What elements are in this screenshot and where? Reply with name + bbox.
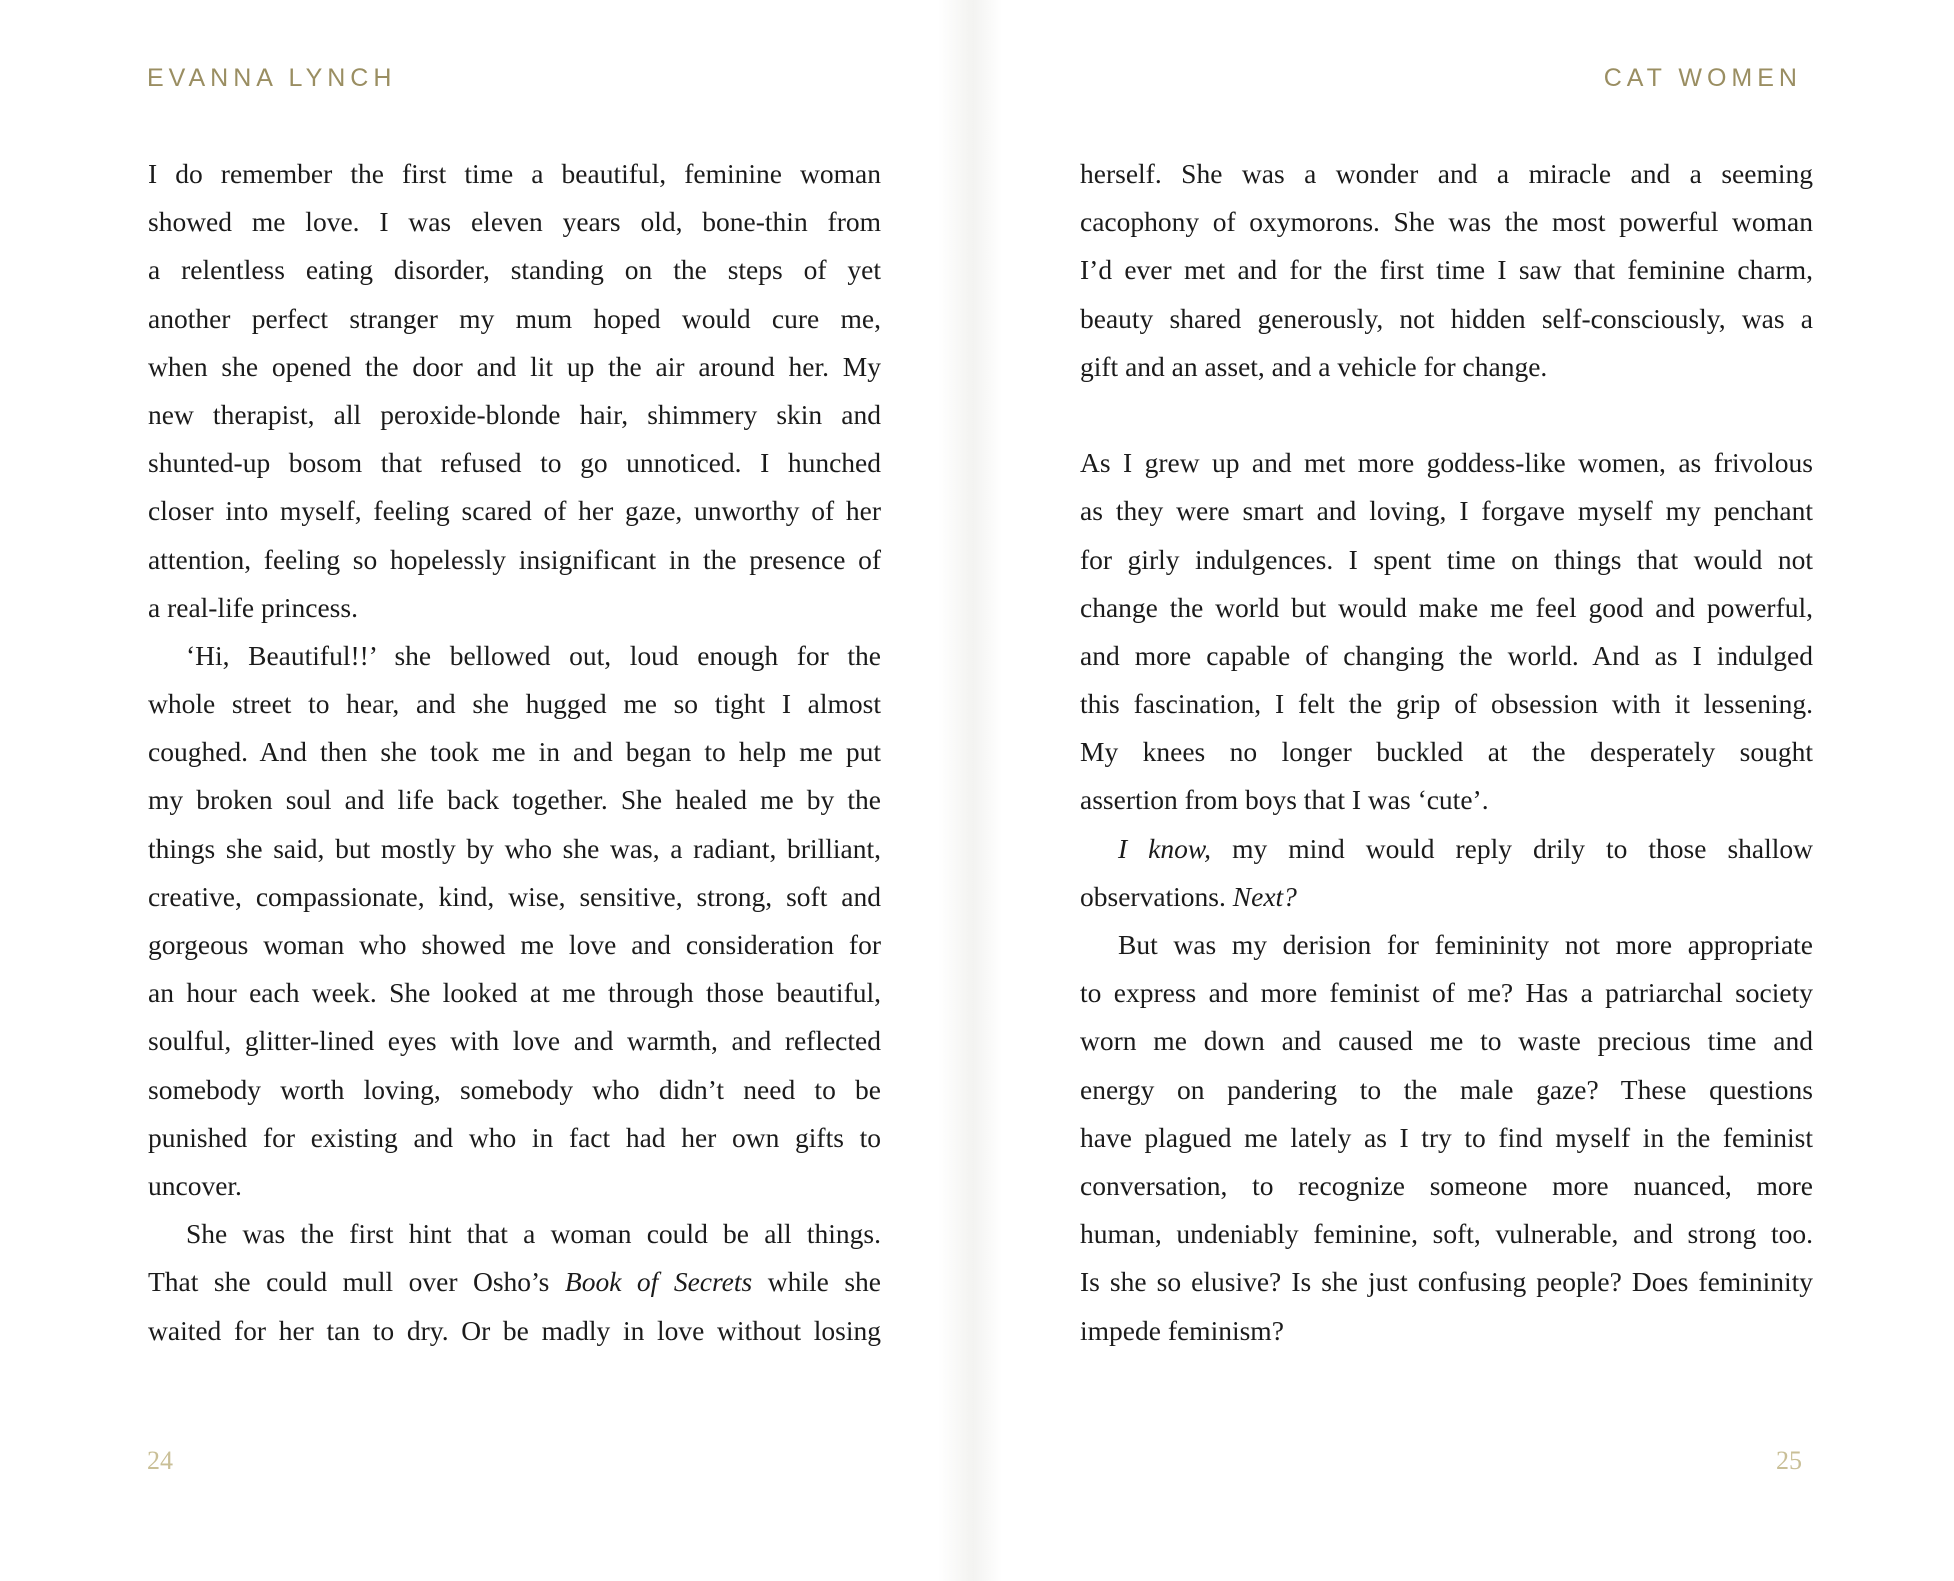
running-head-author: EVANNA LYNCH — [147, 64, 397, 92]
text-line: shunted-up bosom that refused to go unnoticed. I hunched — [148, 447, 881, 479]
text-line: an hour each week. She looked at me through those beautiful, — [148, 977, 881, 1009]
text-line: showed me love. I was eleven years old, bone-thin from — [148, 206, 881, 238]
text-line: conversation, to recognize someone more nuanced, more — [1080, 1169, 1813, 1201]
text-line: beauty shared generously, not hidden self-consciously, was a — [1080, 302, 1813, 334]
text-line: have plagued me lately as I try to find myself in the feminist — [1080, 1121, 1813, 1153]
text-line: soulful, glitter-lined eyes with love and warmth, and reflected — [148, 1025, 881, 1057]
text-line: another perfect stranger my mum hoped would cure me, — [148, 302, 881, 334]
italic-phrase: Next? — [1232, 880, 1297, 912]
section-break — [1080, 391, 1813, 439]
text-line: change the world but would make me feel good and powerful, — [1080, 591, 1813, 623]
text-line: worn me down and caused me to waste precious time and — [1080, 1025, 1813, 1057]
text-line: gift and an asset, and a vehicle for change. — [1080, 350, 1548, 382]
text-line — [1080, 825, 1813, 873]
text-line: new therapist, all peroxide-blonde hair, shimmery skin and — [148, 398, 881, 430]
text-line: But was my derision for femininity not more appropriate — [1118, 929, 1813, 960]
text-line: assertion from boys that I was ‘cute’. — [1080, 784, 1489, 816]
text-line: for girly indulgences. I spent time on things that would not — [1080, 543, 1813, 575]
text-line: a relentless eating disorder, standing on the steps of yet — [148, 254, 881, 286]
text-line — [148, 1258, 881, 1306]
italic-phrase: I know, — [1118, 832, 1212, 864]
text-line: waited for her tan to dry. Or be madly in love without losing — [148, 1314, 881, 1346]
text-line: closer into myself, feeling scared of her gaze, unworthy of her — [148, 495, 881, 527]
left-page-text — [148, 150, 881, 1355]
text-line: As I grew up and met more goddess-like women, as frivolous — [1080, 447, 1813, 479]
text-line: whole street to hear, and she hugged me so tight I almost — [148, 688, 881, 720]
text-line: to express and more feminist of me? Has a patriarchal society — [1080, 977, 1813, 1009]
right-page-text — [1080, 150, 1813, 1355]
text-line: uncover. — [148, 1169, 242, 1201]
text-line: when she opened the door and lit up the air around her. My — [148, 350, 881, 382]
text-line: Is she so elusive? Is she just confusing people? Does femininity — [1080, 1266, 1813, 1298]
page-number: 24 — [147, 1446, 173, 1475]
text-line: as they were smart and loving, I forgave myself my penchant — [1080, 495, 1813, 527]
text-line: impede feminism? — [1080, 1314, 1284, 1346]
text-line: She was the first hint that a woman could be all things. — [186, 1218, 881, 1250]
right-page — [977, 0, 1954, 1581]
text-line: my broken soul and life back together. She healed me by the — [148, 784, 881, 816]
text-line: attention, feeling so hopelessly insignificant in the presence of — [148, 543, 881, 575]
text-line: and more capable of changing the world. And as I indulged — [1080, 639, 1813, 671]
book-title-italic: Book of Secrets — [564, 1266, 753, 1298]
text-line: human, undeniably feminine, soft, vulnerable, and strong too. — [1080, 1218, 1813, 1250]
text-line: herself. She was a wonder and a miracle and a seeming — [1080, 158, 1813, 189]
text-line: I do remember the first time a beautiful, feminine woman — [148, 158, 881, 189]
text-line: My knees no longer buckled at the desperately sought — [1080, 736, 1813, 768]
text-run: observations. — [1080, 880, 1233, 912]
text-line — [1080, 873, 1813, 921]
text-line: things she said, but mostly by who she was, a radiant, brilliant, — [148, 832, 881, 864]
text-line: ‘Hi, Beautiful!!’ she bellowed out, loud enough for the — [186, 639, 881, 671]
text-line: cacophony of oxymorons. She was the most powerful woman — [1080, 206, 1813, 238]
text-line: a real-life princess. — [148, 591, 358, 623]
text-line: coughed. And then she took me in and began to help me put — [148, 736, 881, 768]
text-line: somebody worth loving, somebody who didn’t need to be — [148, 1073, 881, 1105]
text-line: energy on pandering to the male gaze? These questions — [1080, 1073, 1813, 1105]
text-run: That she could mull over Osho’s — [148, 1266, 565, 1298]
text-line: creative, compassionate, kind, wise, sensitive, strong, soft and — [148, 880, 881, 912]
page-number: 25 — [1776, 1446, 1802, 1475]
text-line: this fascination, I felt the grip of obsession with it lessening. — [1080, 688, 1813, 720]
text-line: gorgeous woman who showed me love and consideration for — [148, 929, 881, 960]
text-run: my mind would reply drily to those shallow — [1211, 832, 1813, 864]
text-line: punished for existing and who in fact had her own gifts to — [148, 1121, 881, 1153]
text-line: I’d ever met and for the first time I saw that feminine charm, — [1080, 254, 1813, 286]
running-head-title: CAT WOMEN — [1603, 64, 1802, 92]
text-run: while she — [752, 1266, 881, 1298]
